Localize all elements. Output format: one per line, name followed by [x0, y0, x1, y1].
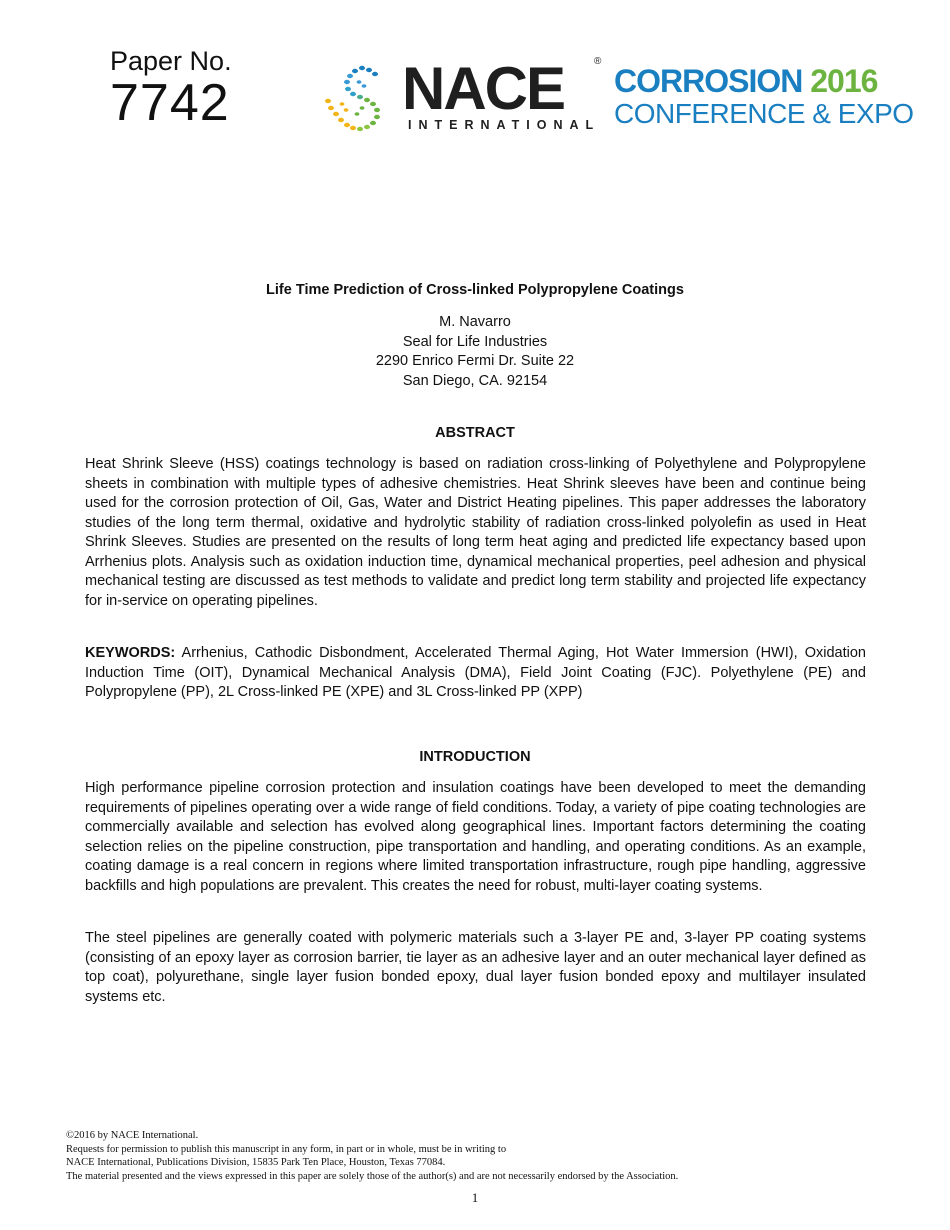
paper-title: Life Time Prediction of Cross-linked Polypropylene Coatings [266, 282, 684, 298]
nace-wordmark: NACE [402, 55, 565, 122]
keywords-label: KEYWORDS: [85, 645, 176, 661]
paper-number-label: Paper No. [110, 46, 232, 76]
registered-mark: ® [594, 56, 602, 67]
conference-year: 2016 [810, 63, 878, 99]
author-block [85, 313, 865, 391]
footer-permission: Requests for permission to publish this manuscript in any form, in part or in whole, must be in writing to [66, 1143, 507, 1155]
introduction-paragraph-1: High performance pipeline corrosion protection and insulation coatings have been developed to meet the demanding requirements of pipelines operating over a wide range of field conditions. Today, a variety of pipe coating technologies are commercially available and selection has evolved along geographical lines. Important factors determining the coating selection relies on the pipeline construction, pipe transportation and handling, and operating conditions. As an example, coating damage is a real concern in regions where limited transportation infrastructure, rough pipe handling, aggressive backfills and high populations are prevalent. This creates the need for robust, multi-layer coating systems. [85, 780, 866, 894]
author-city: San Diego, CA. 92154 [402, 372, 548, 389]
copyright-footer [66, 1129, 886, 1183]
paper-number: 7742 [110, 74, 230, 132]
abstract-heading: ABSTRACT [435, 425, 515, 441]
page-number: 1 [471, 1190, 479, 1205]
footer-copyright: ©2016 by NACE International. [66, 1130, 199, 1141]
conference-title [614, 64, 914, 98]
footer-address: NACE International, Publications Division, 15835 Park Ten Place, Houston, Texas 77084. [66, 1157, 446, 1168]
keywords-paragraph [85, 644, 866, 703]
nace-emblem-icon [322, 62, 400, 138]
conference-logo [614, 64, 914, 130]
paper-number-block [110, 46, 290, 130]
abstract-text: Heat Shrink Sleeve (HSS) coatings technology is based on radiation cross-linking of Polyethylene and Polypropylene sheets in combination with multiple types of adhesive chemistries. Heat Shrink sleeves have been and continue being used for the corrosion protection of Oil, Gas, Water and District Heating pipelines. This paper addresses the laboratory studies of the long term thermal, oxidative and hydrolytic stability of radiation cross-linked polyolefin as used in Heat Shrink Sleeves. Studies are presented on the results of long term heat aging and predicted life expectancy based upon Arrhenius plots. Analysis such as oxidation induction time, dynamical mechanical properties, peel adhesion and physical mechanical testing are discussed as test methods to validate and predict long term stability and projected life expectancy for in-service on operating pipelines. [85, 456, 866, 609]
conference-word: CORROSION [614, 63, 803, 99]
introduction-heading: INTRODUCTION [419, 749, 531, 765]
author-org: Seal for Life Industries [402, 333, 548, 350]
author-name: M. Navarro [439, 314, 511, 330]
nace-international-text: INTERNATIONAL [408, 118, 601, 132]
nace-logo [322, 55, 612, 138]
conference-subtitle: CONFERENCE & EXPO [614, 98, 914, 129]
introduction-paragraph-2: The steel pipelines are generally coated with polymeric materials such a 3-layer PE and, 3-layer PP coating systems (consisting of an epoxy layer as corrosion barrier, tie layer as an adhesive layer and an outer mechanical layer defined as top coat), polyurethane, single layer fusion bonded epoxy, dual layer fusion bonded epoxy and multilayer insulated systems etc. [85, 930, 866, 1005]
keywords-text: Arrhenius, Cathodic Disbondment, Accelerated Thermal Aging, Hot Water Immersion (HWI), Oxidation Induction Time (OIT), Dynamical Mechanical Analysis (DMA), Field Joint Coating (FJC). Polyethylene (PE) and Polypropylene (PP), 2L Cross-linked PE (XPE) and 3L Cross-linked PP (XPP) [85, 645, 866, 700]
author-address: 2290 Enrico Fermi Dr. Suite 22 [375, 353, 575, 369]
footer-disclaimer: The material presented and the views expressed in this paper are solely those of the author(s) and are not necessarily endorsed by the Association. [66, 1170, 679, 1182]
